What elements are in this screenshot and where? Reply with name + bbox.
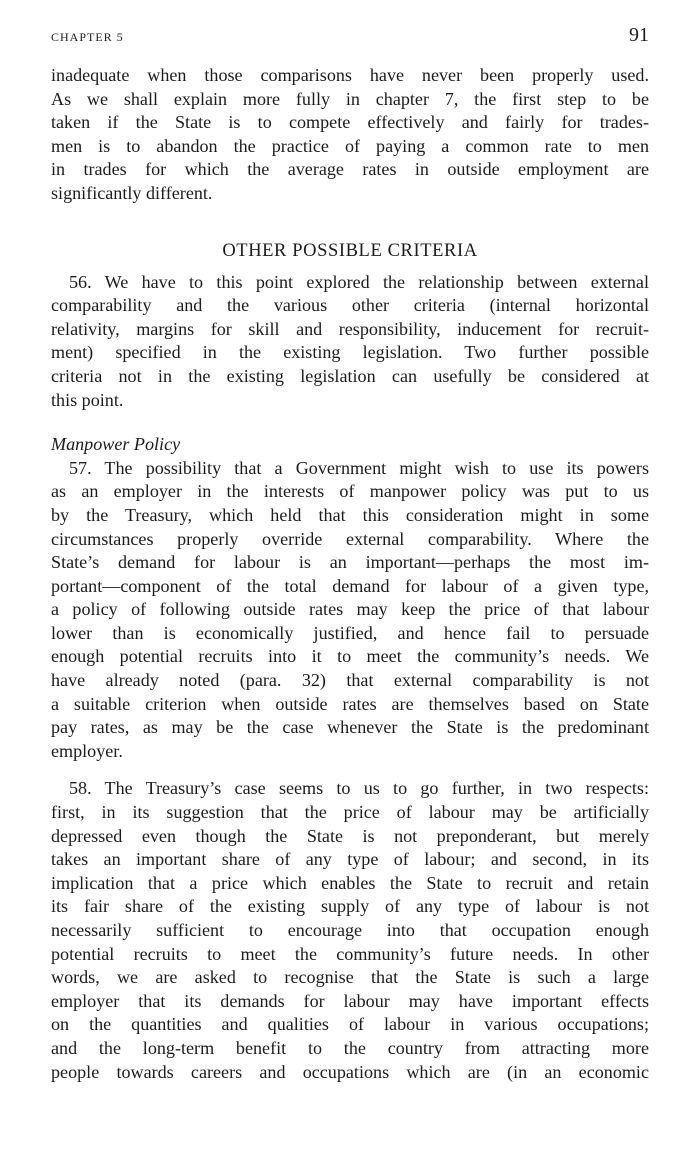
section-heading: OTHER POSSIBLE CRITERIA xyxy=(222,240,478,261)
text-line: As we shall explain more fully in chapter 7, the first step to be xyxy=(51,88,649,109)
text-line: a suitable criterion when outside rates are themselves based on State xyxy=(51,693,649,714)
text-line: and the long-term benefit to the country from attracting more xyxy=(51,1037,649,1058)
running-head xyxy=(51,24,649,64)
paragraph-58 xyxy=(51,777,649,1084)
text-line: 58. The Treasury’s case seems to us to go further, in two respects: xyxy=(69,778,649,799)
text-line: implication that a price which enables the State to recruit and retain xyxy=(51,872,649,893)
text-line: criteria not in the existing legislation can usefully be considered at xyxy=(51,365,649,386)
text-line: first, in its suggestion that the price of labour may be artificially xyxy=(51,802,649,823)
text-line: State’s demand for labour is an important—perhaps the most im- xyxy=(51,552,649,573)
text-line: a policy of following outside rates may keep the price of that labour xyxy=(51,599,649,620)
text-line: people towards careers and occupations which are (in an economic xyxy=(51,1061,649,1082)
text-line: inadequate when those comparisons have never been properly used. xyxy=(51,65,649,85)
text-line: portant—component of the total demand for labour of a given type, xyxy=(51,575,649,596)
paragraph-continued xyxy=(51,64,649,206)
text-line: on the quantities and qualities of labour in various occupations; xyxy=(51,1014,649,1035)
text-line: 56. We have to this point explored the relationship between external xyxy=(69,271,649,292)
text-line: necessarily sufficient to encourage into that occupation enough xyxy=(51,920,649,940)
text-line: ment) specified in the existing legislation. Two further possible xyxy=(51,342,649,363)
text-line: circumstances properly override external comparability. Where the xyxy=(51,528,649,549)
book-page xyxy=(51,24,649,1084)
text-line: have already noted (para. 32) that external comparability is not xyxy=(51,670,649,691)
text-line: employer. xyxy=(51,740,123,761)
text-line: significantly different. xyxy=(51,182,213,203)
text-line: employer that its demands for labour may have important effects xyxy=(51,990,649,1011)
text-line: takes an important share of any type of labour; and second, in its xyxy=(51,849,649,870)
text-line: lower than is economically justified, and hence fail to persuade xyxy=(51,622,649,643)
paragraph-57 xyxy=(51,457,649,764)
chapter-label: CHAPTER 5 xyxy=(51,30,124,44)
text-line: 57. The possibility that a Government might wish to use its powers xyxy=(69,457,649,478)
paragraph-56 xyxy=(51,271,649,413)
text-line: words, we are asked to recognise that the State is such a large xyxy=(51,967,649,988)
text-line: by the Treasury, which held that this consideration might in some xyxy=(51,504,649,525)
subheading: Manpower Policy xyxy=(51,434,181,455)
text-line: comparability and the various other criteria (internal horizontal xyxy=(51,295,649,316)
text-line: potential recruits to meet the community’s future needs. In other xyxy=(51,943,649,964)
text-line: this point. xyxy=(51,389,124,410)
text-line: in trades for which the average rates in outside employment are xyxy=(51,159,649,180)
text-line: pay rates, as may be the case whenever the State is the predominant xyxy=(51,717,649,738)
text-line: relativity, margins for skill and responsibility, inducement for recruit- xyxy=(51,318,649,339)
text-line: depressed even though the State is not preponderant, but merely xyxy=(51,825,649,846)
text-line: taken if the State is to compete effectively and fairly for trades- xyxy=(51,112,649,133)
text-line: enough potential recruits into it to meet the community’s needs. We xyxy=(51,646,649,667)
text-line: its fair share of the existing supply of any type of labour is not xyxy=(51,896,649,917)
page-number: 91 xyxy=(629,24,649,46)
text-line: as an employer in the interests of manpower policy was put to us xyxy=(51,481,649,502)
text-line: men is to abandon the practice of paying a common rate to men xyxy=(51,135,649,156)
